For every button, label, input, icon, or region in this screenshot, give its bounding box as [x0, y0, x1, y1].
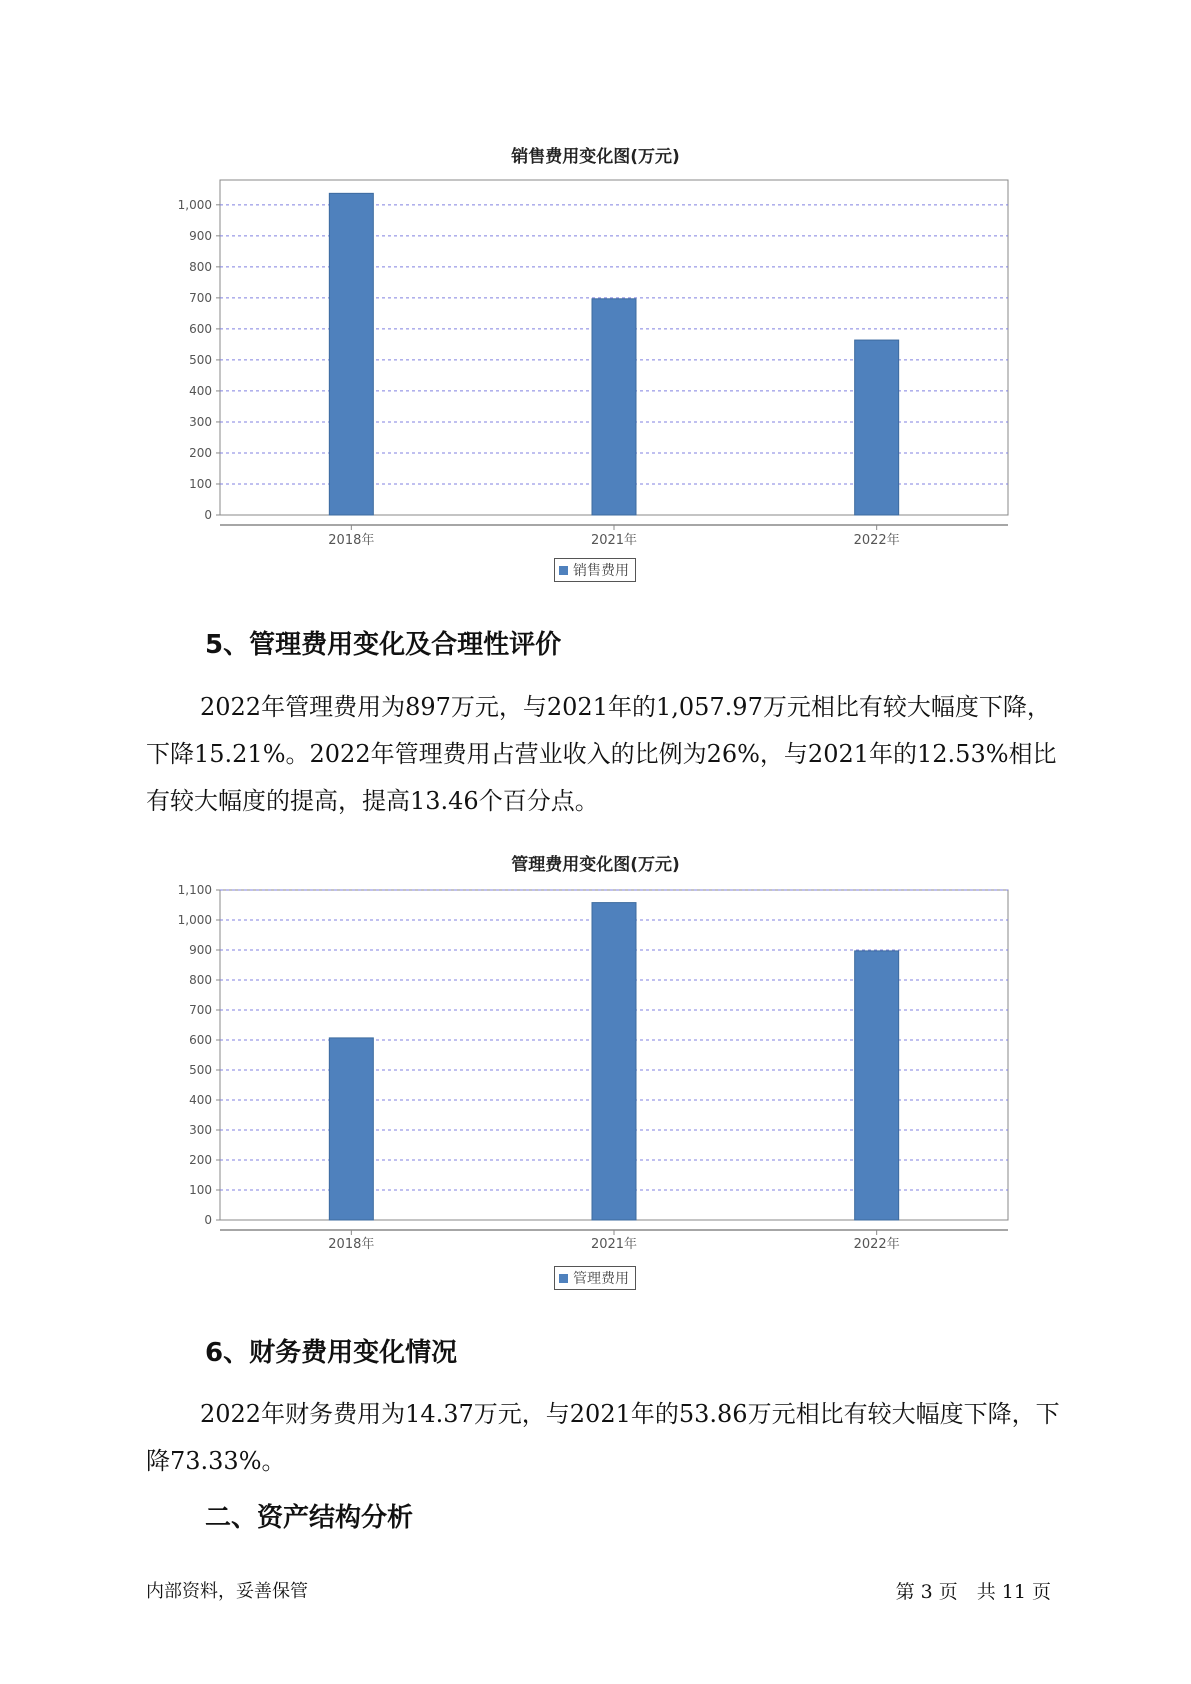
section-6-heading: 6、财务费用变化情况: [205, 1338, 458, 1368]
page-number: 第 3 页 共 11 页: [895, 1581, 1051, 1603]
chart-2-legend: [554, 1266, 636, 1290]
y-tick-label: 900: [189, 943, 212, 957]
section-5-heading: 5、管理费用变化及合理性评价: [205, 630, 562, 660]
x-tick-label: 2021年: [590, 1237, 638, 1252]
y-tick-label: 100: [189, 1183, 212, 1197]
y-tick-label: 0: [204, 508, 212, 522]
x-tick-label: 2018年: [328, 1237, 375, 1252]
y-tick-label: 200: [189, 1153, 212, 1167]
y-tick-label: 700: [189, 1003, 212, 1017]
y-tick-label: 100: [189, 476, 212, 491]
y-tick-label: 900: [189, 228, 212, 243]
y-tick-label: 600: [189, 1033, 212, 1047]
y-tick-label: 1,000: [177, 197, 212, 212]
y-tick-label: 200: [189, 445, 212, 460]
x-tick-label: 2018年: [328, 533, 375, 548]
chart-2-legend-label: 管理费用: [573, 1271, 629, 1287]
x-tick-label: 2022年: [853, 533, 900, 548]
bar: [329, 193, 373, 515]
y-tick-label: 400: [189, 383, 212, 398]
bar: [855, 951, 899, 1220]
y-tick-label: 300: [189, 414, 212, 429]
bar: [855, 340, 899, 515]
footer-note: 内部资料，妥善保管: [146, 1581, 308, 1602]
y-tick-label: 800: [189, 259, 212, 274]
bar: [592, 903, 636, 1220]
legend-swatch: [559, 566, 568, 575]
section-6-paragraph: 2022年财务费用为14.37万元，与2021年的53.86万元相比有较大幅度下降，下降73.33%。: [146, 1400, 1060, 1475]
y-tick-label: 0: [204, 1213, 212, 1227]
y-tick-label: 800: [189, 973, 212, 987]
bar: [329, 1038, 373, 1220]
y-tick-label: 500: [189, 352, 212, 367]
chart-1-legend: [554, 558, 636, 582]
y-tick-label: 1,000: [177, 913, 212, 927]
bar: [592, 299, 636, 515]
y-tick-label: 300: [189, 1123, 212, 1137]
y-tick-label: 1,100: [177, 883, 212, 897]
y-tick-label: 500: [189, 1063, 212, 1077]
chart-1-legend-label: 销售费用: [573, 563, 629, 579]
legend-swatch: [559, 1274, 568, 1283]
y-tick-label: 700: [189, 290, 212, 305]
y-tick-label: 600: [189, 321, 212, 336]
chart-2-title: 管理费用变化图(万元): [511, 855, 680, 875]
section-5-paragraph: 2022年管理费用为897万元，与2021年的1,057.97万元相比有较大幅度下降，下降15.21%。2022年管理费用占营业收入的比例为26%，与2021年的12.53%相比有较大幅度的提高，提高13.46个百分点。: [146, 693, 1057, 815]
section-two-heading: 二、资产结构分析: [205, 1503, 414, 1533]
x-tick-label: 2021年: [590, 533, 638, 548]
x-tick-label: 2022年: [853, 1237, 900, 1252]
sales-expense-chart: [0, 170, 1191, 700]
chart-1-title: 销售费用变化图(万元): [511, 147, 680, 167]
y-tick-label: 400: [189, 1093, 212, 1107]
admin-expense-chart: [0, 880, 1191, 1270]
